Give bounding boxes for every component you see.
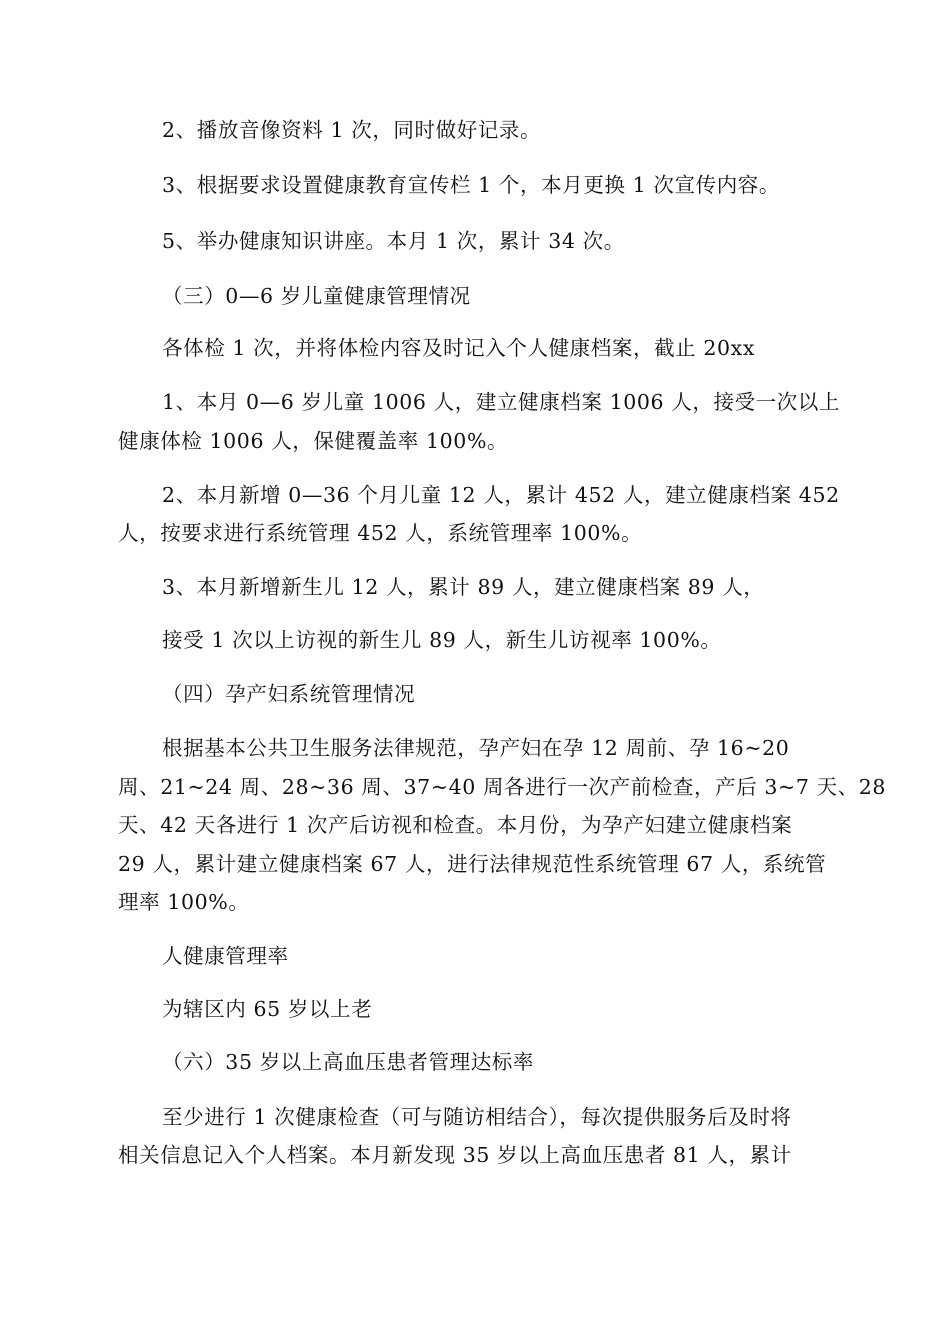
text-line: 理率 100%。 <box>118 890 250 914</box>
text-line: 2、播放音像资料 1 次，同时做好记录。 <box>162 118 542 142</box>
text-line: 健康体检 1006 人，保健覆盖率 100%。 <box>118 429 509 453</box>
text-line: 周、21~24 周、28~36 周、37~40 周各进行一次产前检查，产后 3~7 天、28 <box>118 775 887 799</box>
text-line: 2、本月新增 0—36 个月儿童 12 人，累计 452 人，建立健康档案 452 <box>162 483 840 507</box>
section-heading: （六）35 岁以上高血压患者管理达标率 <box>162 1050 535 1074</box>
text-line: 接受 1 次以上访视的新生儿 89 人，新生儿访视率 100%。 <box>162 628 722 652</box>
text-line: 根据基本公共卫生服务法律规范，孕产妇在孕 12 周前、孕 16~20 <box>162 736 790 760</box>
section-heading: （三）0—6 岁儿童健康管理情况 <box>162 284 471 308</box>
text-line: 5、举办健康知识讲座。本月 1 次，累计 34 次。 <box>162 229 625 253</box>
text-line: 29 人，累计建立健康档案 67 人，进行法律规范性系统管理 67 人，系统管 <box>118 852 827 876</box>
text-line: 人健康管理率 <box>162 944 289 968</box>
text-line: 为辖区内 65 岁以上老 <box>162 997 373 1021</box>
text-line: 天、42 天各进行 1 次产后访视和检查。本月份，为孕产妇建立健康档案 <box>118 813 793 837</box>
text-line: 各体检 1 次，并将体检内容及时记入个人健康档案，截止 20xx <box>162 336 755 360</box>
text-line: 至少进行 1 次健康检查（可与随访相结合），每次提供服务后及时将 <box>162 1105 792 1129</box>
section-heading: （四）孕产妇系统管理情况 <box>162 682 416 706</box>
text-line: 相关信息记入个人档案。本月新发现 35 岁以上高血压患者 81 人，累计 <box>118 1143 792 1167</box>
text-line: 1、本月 0—6 岁儿童 1006 人，建立健康档案 1006 人，接受一次以上 <box>162 390 841 414</box>
text-line: 人，按要求进行系统管理 452 人，系统管理率 100%。 <box>118 521 643 545</box>
text-line: 3、本月新增新生儿 12 人，累计 89 人，建立健康档案 89 人， <box>162 575 765 599</box>
text-line: 3、根据要求设置健康教育宣传栏 1 个，本月更换 1 次宣传内容。 <box>162 173 780 197</box>
